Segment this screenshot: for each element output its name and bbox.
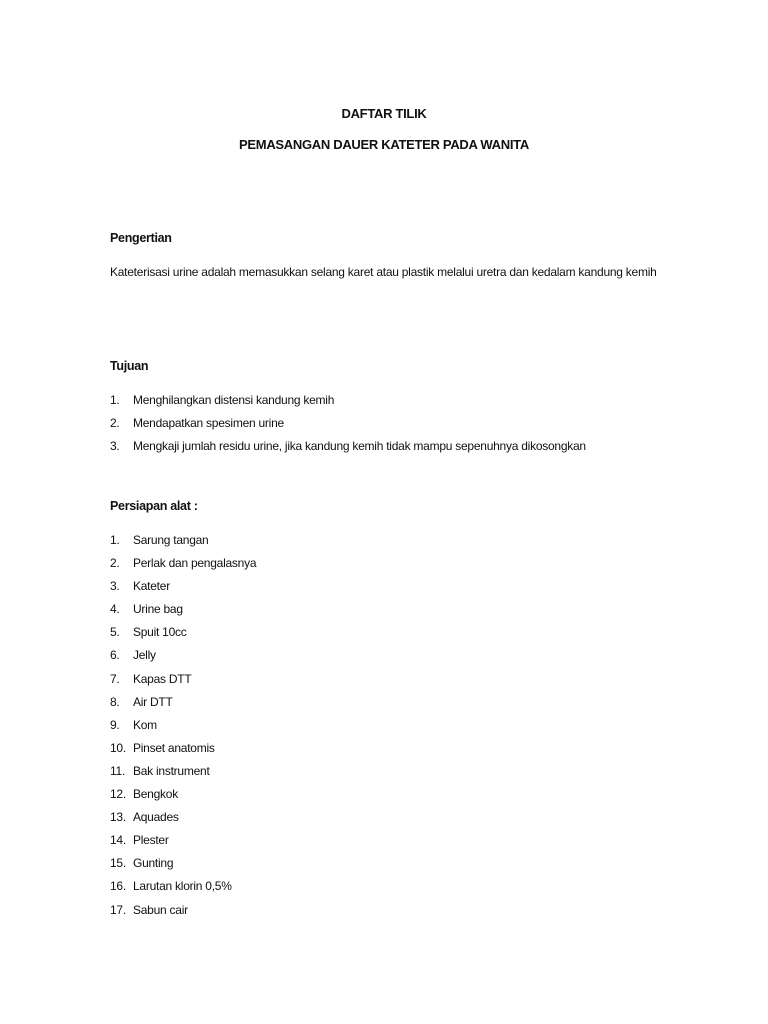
list-item-text: Urine bag [133, 602, 183, 617]
list-item-text: Mendapatkan spesimen urine [133, 416, 284, 431]
list-item-number: 14. [110, 833, 126, 848]
list-item-text: Sabun cair [133, 902, 188, 917]
section-paragraph-pengertian: Kateterisasi urine adalah memasukkan selang karet atau plastik melalui uretra dan kedalam kandung kemih [110, 265, 657, 279]
list-item-text: Kateter [133, 579, 170, 594]
list-item-number: 2. [110, 416, 120, 431]
list-item-text: Plester [133, 833, 169, 848]
list-item-number: 1. [110, 393, 120, 407]
section-heading-tujuan: Tujuan [110, 359, 149, 373]
list-item-number: 2. [110, 556, 120, 571]
list-item-text: Mengkaji jumlah residu urine, jika kandung kemih tidak mampu sepenuhnya dikosongkan [133, 439, 586, 454]
list-item-text: Perlak dan pengalasnya [133, 556, 257, 571]
list-item-number: 15. [110, 856, 126, 871]
list-item-number: 7. [110, 671, 120, 686]
list-item-number: 3. [110, 439, 120, 454]
list-item-text: Bak instrument [133, 763, 210, 778]
list-item-number: 10. [110, 740, 126, 755]
list-item-number: 6. [110, 648, 120, 663]
document-title: DAFTAR TILIK [341, 106, 427, 121]
list-item-text: Gunting [133, 856, 174, 871]
list-item-number: 1. [110, 533, 120, 547]
section-heading-persiapan-alat: Persiapan alat : [110, 499, 198, 513]
list-item-text: Aquades [133, 810, 179, 825]
list-item-text: Pinset anatomis [133, 740, 215, 755]
list-item-number: 17. [110, 902, 126, 917]
list-item-number: 5. [110, 625, 120, 640]
list-item-text: Kom [133, 717, 157, 732]
list-item-number: 12. [110, 787, 126, 802]
list-item-number: 3. [110, 579, 120, 594]
list-item-number: 4. [110, 602, 120, 617]
section-heading-pengertian: Pengertian [110, 231, 172, 245]
list-item-number: 13. [110, 810, 126, 825]
list-item-text: Air DTT [133, 694, 173, 709]
list-item-text: Kapas DTT [133, 671, 192, 686]
list-item-text: Sarung tangan [133, 533, 209, 547]
list-item-number: 11. [110, 763, 126, 778]
list-item-text: Bengkok [133, 787, 178, 802]
list-item-text: Spuit 10cc [133, 625, 187, 640]
list-item-number: 8. [110, 694, 120, 709]
list-item-text: Menghilangkan distensi kandung kemih [133, 393, 335, 407]
list-item-number: 16. [110, 879, 126, 894]
list-item-text: Larutan klorin 0,5% [133, 879, 232, 894]
document-subtitle: PEMASANGAN DAUER KATETER PADA WANITA [239, 137, 529, 152]
list-item-text: Jelly [133, 648, 156, 663]
list-item-number: 9. [110, 717, 120, 732]
